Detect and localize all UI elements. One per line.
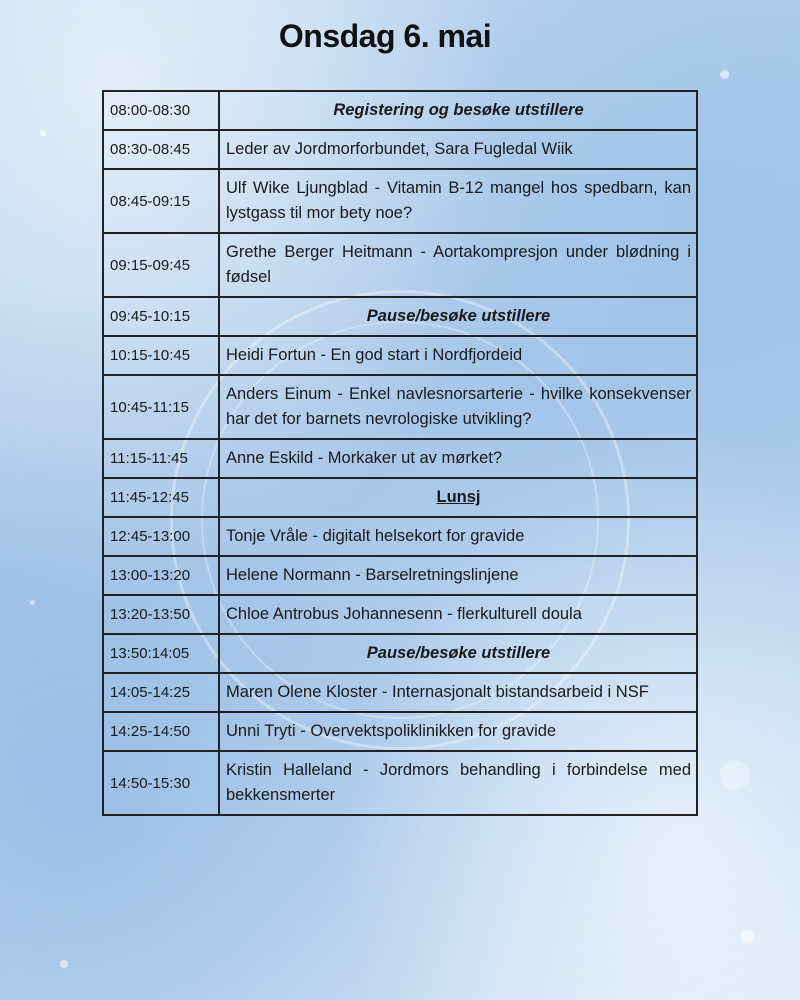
table-row: [103, 517, 697, 556]
table-row: [103, 634, 697, 673]
time-cell: 09:45-10:15: [103, 297, 219, 336]
session-cell: Chloe Antrobus Johannesenn - flerkulturell doula: [219, 595, 697, 634]
table-row: [103, 91, 697, 130]
session-cell: Leder av Jordmorforbundet, Sara Fugledal Wiik: [219, 130, 697, 169]
session-cell: Maren Olene Kloster - Internasjonalt bistandsarbeid i NSF: [219, 673, 697, 712]
session-cell: Anders Einum - Enkel navlesnorsarterie - hvilke konsekvenser har det for barnets nevrologiske utvikling?: [219, 375, 697, 439]
table-row: [103, 169, 697, 233]
time-cell: 11:15-11:45: [103, 439, 219, 478]
schedule-table: [102, 90, 698, 816]
table-row: [103, 130, 697, 169]
table-row: [103, 297, 697, 336]
session-cell: Heidi Fortun - En god start i Nordfjordeid: [219, 336, 697, 375]
time-cell: 11:45-12:45: [103, 478, 219, 517]
break-cell: Pause/besøke utstillere: [219, 634, 697, 673]
session-cell: Helene Normann - Barselretningslinjene: [219, 556, 697, 595]
session-cell: Unni Tryti - Overvektspoliklinikken for gravide: [219, 712, 697, 751]
time-cell: 12:45-13:00: [103, 517, 219, 556]
time-cell: 13:20-13:50: [103, 595, 219, 634]
time-cell: 08:00-08:30: [103, 91, 219, 130]
break-cell: Registering og besøke utstillere: [219, 91, 697, 130]
table-row: [103, 595, 697, 634]
background-speck: [30, 600, 35, 605]
session-cell: Grethe Berger Heitmann - Aortakompresjon under blødning i fødsel: [219, 233, 697, 297]
table-row: [103, 751, 697, 815]
table-row: [103, 233, 697, 297]
background-speck: [40, 130, 46, 136]
table-row: [103, 673, 697, 712]
table-row: [103, 375, 697, 439]
time-cell: 14:05-14:25: [103, 673, 219, 712]
time-cell: 14:25-14:50: [103, 712, 219, 751]
break-cell: Pause/besøke utstillere: [219, 297, 697, 336]
session-cell: Anne Eskild - Morkaker ut av mørket?: [219, 439, 697, 478]
session-cell: Tonje Vråle - digitalt helsekort for gravide: [219, 517, 697, 556]
table-row: [103, 478, 697, 517]
background-speck: [720, 70, 729, 79]
table-row: [103, 556, 697, 595]
time-cell: 13:00-13:20: [103, 556, 219, 595]
background-speck: [720, 760, 750, 790]
table-row: [103, 439, 697, 478]
session-cell: Kristin Halleland - Jordmors behandling i forbindelse med bekkensmerter: [219, 751, 697, 815]
time-cell: 13:50:14:05: [103, 634, 219, 673]
background-speck: [60, 960, 68, 968]
table-row: [103, 336, 697, 375]
page-title: Onsdag 6. mai: [278, 18, 492, 54]
time-cell: 08:45-09:15: [103, 169, 219, 233]
time-cell: 10:45-11:15: [103, 375, 219, 439]
time-cell: 08:30-08:45: [103, 130, 219, 169]
time-cell: 09:15-09:45: [103, 233, 219, 297]
table-row: [103, 712, 697, 751]
session-cell: Ulf Wike Ljungblad - Vitamin B-12 mangel hos spedbarn, kan lystgass til mor bety noe?: [219, 169, 697, 233]
time-cell: 10:15-10:45: [103, 336, 219, 375]
background-speck: [740, 930, 754, 944]
time-cell: 14:50-15:30: [103, 751, 219, 815]
break-cell: Lunsj: [219, 478, 697, 517]
